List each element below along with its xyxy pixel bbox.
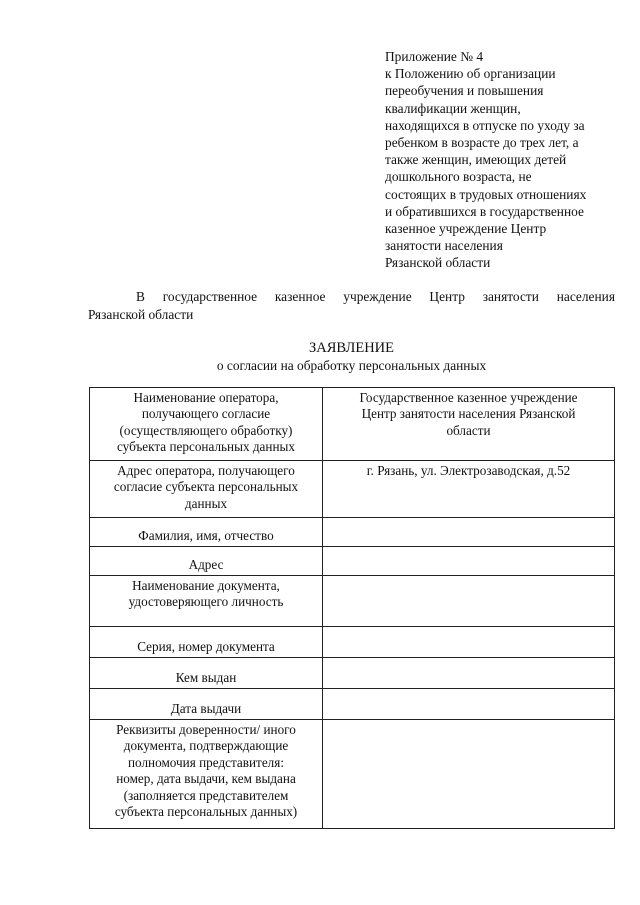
appendix-line: к Положению об организации bbox=[385, 66, 556, 82]
operator-name-label: Наименование оператора, получающего согласие (осуществляющего обработку) субъекта персональных данных bbox=[90, 388, 323, 461]
operator-address-value: г. Рязань, ул. Электрозаводская, д.52 bbox=[323, 461, 615, 518]
document-number-field[interactable] bbox=[323, 627, 615, 658]
issued-by-label: Кем выдан bbox=[90, 658, 323, 689]
appendix-line: занятости населения bbox=[385, 238, 503, 254]
table-row bbox=[90, 518, 615, 547]
recipient-line-2: Рязанской области bbox=[88, 307, 194, 322]
document-title: ЗАЯВЛЕНИЕ bbox=[308, 340, 395, 356]
consent-form-table bbox=[89, 387, 615, 829]
operator-name-value: Государственное казенное учреждение Центр занятости населения Рязанской области bbox=[323, 388, 615, 461]
appendix-line: переобучения и повышения bbox=[385, 83, 544, 99]
appendix-line: находящихся в отпуске по уходу за bbox=[385, 117, 585, 133]
table-row bbox=[90, 388, 615, 461]
document-number-label: Серия, номер документа bbox=[90, 627, 323, 658]
address-field[interactable] bbox=[323, 547, 615, 576]
appendix-line: и обратившихся в государственное bbox=[385, 203, 584, 219]
appendix-line: Приложение № 4 bbox=[385, 49, 484, 64]
issued-by-field[interactable] bbox=[323, 658, 615, 689]
full-name-field[interactable] bbox=[323, 518, 615, 547]
full-name-label: Фамилия, имя, отчество bbox=[90, 518, 323, 547]
appendix-line: Рязанской области bbox=[385, 255, 491, 271]
appendix-line: казенное учреждение Центр bbox=[385, 221, 547, 237]
power-of-attorney-field[interactable] bbox=[323, 720, 615, 829]
table-row bbox=[90, 547, 615, 576]
id-document-field[interactable] bbox=[323, 576, 615, 627]
id-document-label: Наименование документа, удостоверяющего личность bbox=[90, 576, 323, 627]
issue-date-field[interactable] bbox=[323, 689, 615, 720]
appendix-line: ребенком в возрасте до трех лет, а bbox=[385, 135, 579, 151]
recipient-line-1: В государственное казенное учреждение Центр занятости населения bbox=[136, 289, 615, 304]
table-row bbox=[90, 576, 615, 627]
issue-date-label: Дата выдачи bbox=[90, 689, 323, 720]
table-row bbox=[90, 658, 615, 689]
appendix-line: состоящих в трудовых отношениях bbox=[385, 186, 587, 202]
table-row bbox=[90, 720, 615, 829]
recipient-block bbox=[88, 288, 615, 324]
power-of-attorney-label: Реквизиты доверенности/ иного документа, подтверждающие полномочия представителя: номер, дата выдачи, кем выдана (заполняется представителем субъекта персональных данных) bbox=[90, 720, 323, 829]
operator-address-label: Адрес оператора, получающего согласие субъекта персональных данных bbox=[90, 461, 323, 518]
table-row bbox=[90, 461, 615, 518]
document-subtitle: о согласии на обработку персональных данных bbox=[216, 358, 487, 373]
appendix-line: квалификации женщин, bbox=[385, 100, 521, 116]
appendix-line: также женщин, имеющих детей bbox=[385, 152, 567, 168]
table-row bbox=[90, 689, 615, 720]
appendix-block bbox=[385, 48, 625, 272]
address-label: Адрес bbox=[90, 547, 323, 576]
table-row bbox=[90, 627, 615, 658]
appendix-line: дошкольного возраста, не bbox=[385, 169, 532, 185]
